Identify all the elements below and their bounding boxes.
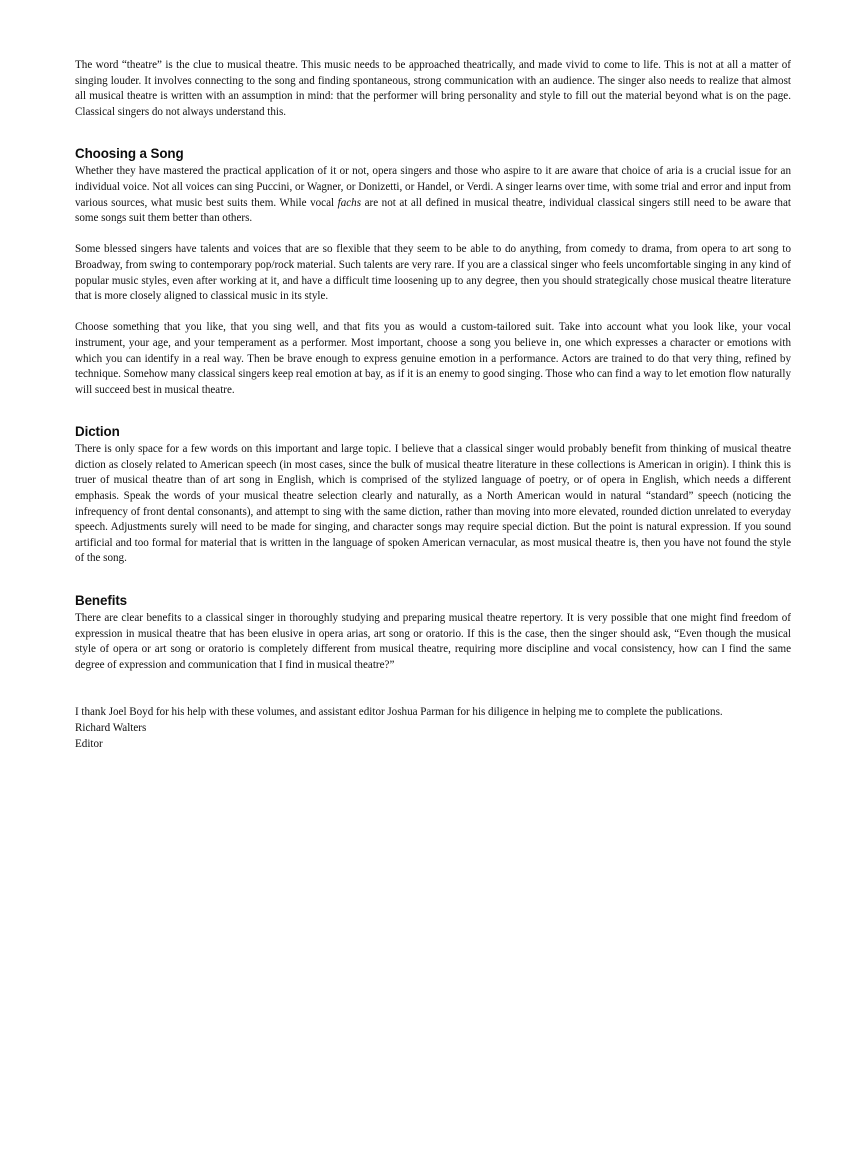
section-heading-choosing-a-song: Choosing a Song bbox=[75, 146, 184, 162]
paragraph-text-after-italic: are not at all defined in musical theatre, individual classical singers still need to be aware that some songs suit them better than others. bbox=[75, 196, 791, 225]
italic-term-fachs: fachs bbox=[337, 196, 362, 209]
section-heading-diction: Diction bbox=[75, 424, 120, 440]
signature-title: Editor bbox=[75, 737, 103, 750]
signature-name: Richard Walters bbox=[75, 722, 147, 734]
intro-paragraph: The word “theatre” is the clue to musical theatre. This music needs to be approached theatrically, and made vivid to come to life. This is not at all a matter of singing louder. It involves connecting to the song and finding spontaneous, strong communication with an audience. The singer also needs to realize that almost all musical theatre is written with an assumption in mind: that the performer will bring personality and style to fill out the material beyond what is on the page. Classical singers do not always understand this. bbox=[75, 59, 791, 118]
choosing-a-song-paragraph-3: Choose something that you like, that you sing well, and that fits you as would a custom-tailored suit. Take into account what you look like, your vocal instrument, your age, and your temperament as a performer. Most important, choose a song you believe in, one which expresses a character or emotions with which you can identify in a real way. Then be brave enough to express genuine emotion in a performance. Actors are trained to do that very thing, refined by technique. Somehow many classical singers keep real emotion at bay, as if it is an enemy to good singing. Those who can find a way to let emotion flow naturally will succeed best in musical theatre. bbox=[75, 321, 791, 396]
paragraph-text-before-italic: Whether they have mastered the practical application of it or not, opera singers and those who aspire to it are aware that choice of aria is a crucial issue for an individual voice. Not all voices can sing Puccini, or Wagner, or Donizetti, or Handel, or Verdi. A singer learns over time, with some trial and error and input from various sources, what music best suits them. While vocal bbox=[75, 165, 791, 209]
benefits-paragraph-1: There are clear benefits to a classical singer in thoroughly studying and preparing musical theatre repertory. It is very possible that one might find freedom of expression in musical theatre that has been elusive in opera arias, art song or oratorio. If this is the case, then the singer should ask, “Even though the musical style of opera or art song or oratorio is completely different from musical theatre, requiring more discipline and vocal consistency, how can I find the same degree of expression and communication that I find in musical theatre?” bbox=[75, 612, 791, 671]
acknowledgment-paragraph: I thank Joel Boyd for his help with these volumes, and assistant editor Joshua Parman for his diligence in helping me to complete the publications. bbox=[75, 706, 723, 719]
diction-paragraph-1: There is only space for a few words on this important and large topic. I believe that a classical singer would probably benefit from thinking of musical theatre diction as closely related to American speech (in most cases, since the bulk of musical theatre literature in these collections is American in origin). I think this is truer of musical theatre than of art song in English, which is comprised of the stylized language of poetry, or of opera in English, which needs a different emphasis. Speak the words of your musical theatre selection clearly and naturally, as a North American would in natural “standard” speech (noticing the infrequency of front dental consonants), and attempt to sing with the same diction, rather than moving into more elevated, rounded diction unrelated to everyday speech. Adjustments surely will need to be made for singing, and character songs may require special diction. But the point is natural expression. If you sound artificial and too formal for material that is written in the language of spoken American vernacular, as most musical theatre is, then you have not found the style of the song. bbox=[75, 443, 791, 565]
choosing-a-song-paragraph-2: Some blessed singers have talents and voices that are so flexible that they seem to be able to do anything, from comedy to drama, from opera to art song to Broadway, from swing to contemporary pop/rock material. Such talents are very rare. If you are a classical singer who feels uncomfortable singing in any kind of popular music styles, even after working at it, and have a difficult time loosening up to any degree, then you should strategically chose musical theatre literature that is more closely aligned to classical music in its style. bbox=[75, 243, 791, 303]
section-heading-benefits: Benefits bbox=[75, 593, 128, 609]
document-content bbox=[75, 58, 791, 752]
choosing-a-song-paragraph-1 bbox=[75, 164, 791, 226]
